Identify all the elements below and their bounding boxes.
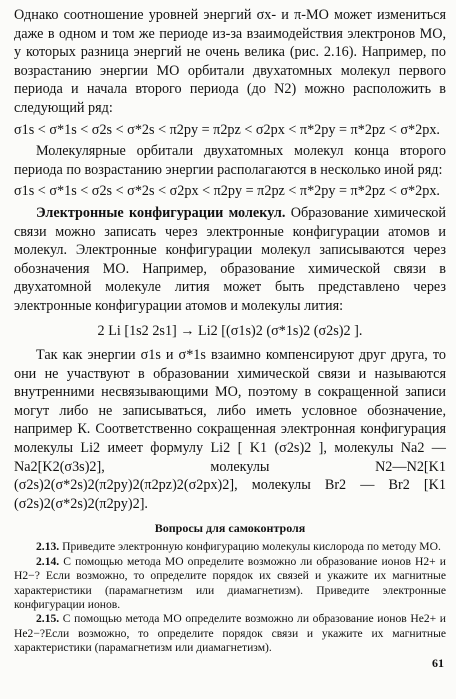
question-number: 2.14. <box>36 554 60 568</box>
page-number: 61 <box>432 656 444 670</box>
question-item <box>14 612 446 655</box>
formula-orbital-series-second-period: σ1s < σ*1s < σ2s < σ*2s < σ2px < π2py = π2pz < π*2py = π*2pz < σ*2px. <box>14 183 440 200</box>
paragraph-second-period-end: Молекулярные орбитали двухатомных молекул конца второго периода по возрастанию энергии располагаются в несколько иной ряд: <box>14 143 446 178</box>
formula-lithium-configuration: 2 Li [1s2 2s1] → Li2 [(σ1s)2 (σ*1s)2 (σ2s)2 ]. <box>97 322 363 339</box>
paragraph-heading: Электронные конфигурации молекул. <box>36 204 286 221</box>
question-text: С помощью метода МО определите возможно ли образование ионов H2+ и H2−? Если возможно, то определите порядок их связей и укажите их магнитные характеристики (парамагнетизм или диамагнетизм). Приведите электронные конфигурации ионов. <box>14 554 446 612</box>
question-number: 2.13. <box>36 540 60 554</box>
question-item <box>14 555 446 613</box>
question-text: Приведите электронную конфигурацию молекулы кислорода по методу МО. <box>59 540 441 554</box>
question-text: С помощью метода МО определите возможно ли образование ионов He2+ и He2−?Если возможно, то определите порядок связи и укажите их магнитные характеристики (парамагнетизм или диамагнетизм). <box>14 612 446 655</box>
paragraph-electron-configurations <box>14 204 446 316</box>
section-title-self-check: Вопросы для самоконтроля <box>154 521 306 536</box>
paragraph-inner-nonbonding-mo: Так как энергии σ1s и σ*1s взаимно компенсируют друг друга, то они не участвуют в образовании химической связи и называются внутренними несвязывающими МО, поэтому в сокращенной записи могут либо не записываться, либо иметь условное обозначение, например К. Соответственно сокращенная электронная конфигурация молекулы Li2 имеет формулу Li2 [ K1 (σ2s)2 ], молекулы Na2 — Na2[K2(σ3s)2], молекулы N2—N2[K1 (σ2s)2(σ*2s)2(π2py)2(π2pz)2(σ2px)2], молекулы Br2 — Br2 [K1 (σ2s)2(σ*2s)2(π2py)2]. <box>14 347 446 512</box>
paragraph-orbital-energy-intro: Однако соотношение уровней энергий σx- и π-МО может измениться даже в одном и том же периоде из-за взаимодействия электронов МО, у которых разница энергий не очень велика (рис. 2.16). Например, по возрастанию энергии МО орбитали двухатомных молекул первого периода и начала второго периода (до N2) можно расположить в следующий ряд: <box>14 7 446 116</box>
formula-orbital-series-first-period: σ1s < σ*1s < σ2s < σ*2s < π2py = π2pz < σ2px < π*2py = π*2pz < σ*2px. <box>14 121 440 138</box>
question-item <box>14 540 446 554</box>
paragraph-body: Образование химической связи можно записать через электронные конфигурации атомов и молекул. Электронные конфигурации молекул записываются через обозначения МО. Например, образование химической связи в двухатомной молекуле лития может быть представлено через электронные конфигурации атомов и молекулы лития: <box>14 204 446 314</box>
question-number: 2.15. <box>36 612 60 626</box>
